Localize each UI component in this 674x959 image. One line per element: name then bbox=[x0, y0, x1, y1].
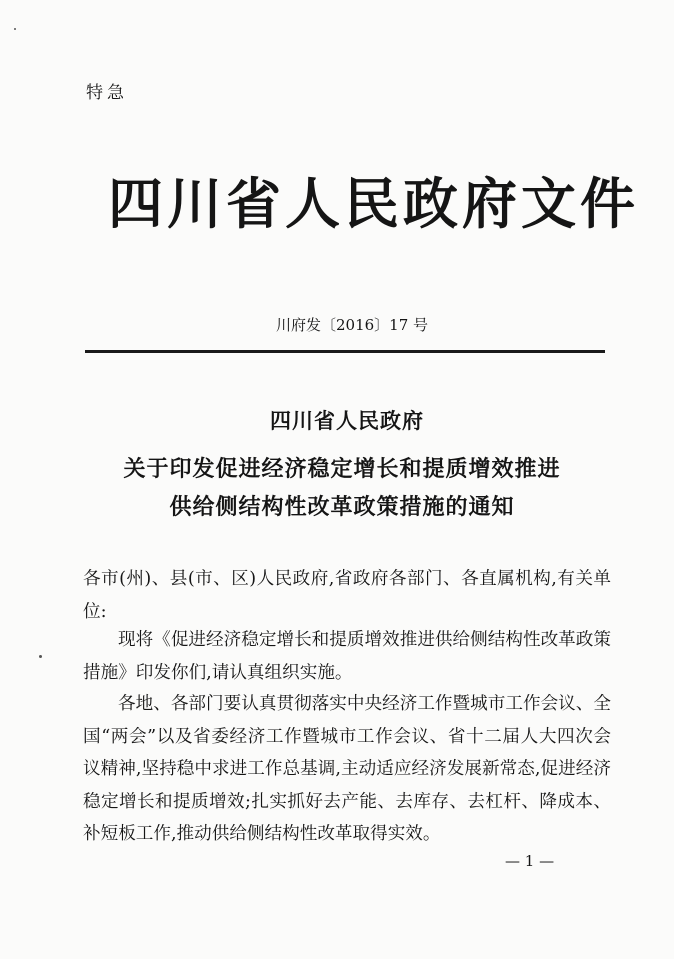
bleed-through-texture bbox=[120, 96, 634, 110]
scan-speck bbox=[39, 655, 42, 658]
body-paragraph-1: 现将《促进经济稳定增长和提质增效推进供给侧结构性改革政策措施》印发你们,请认真组织实施。 bbox=[83, 630, 611, 683]
scan-speck bbox=[14, 28, 16, 30]
header-divider bbox=[85, 350, 605, 353]
issuer-heading: 四川省人民政府 bbox=[270, 409, 424, 433]
addressee-text: 各市(州)、县(市、区)人民政府,省政府各部门、各直属机构,有关单位: bbox=[83, 569, 611, 622]
page-number: — 1 — bbox=[505, 852, 555, 870]
subject-line-2: 供给侧结构性改革政策措施的通知 bbox=[169, 495, 515, 520]
document-header-title: 四川省人民政府文件 bbox=[108, 172, 640, 236]
body-paragraph-2: 各地、各部门要认真贯彻落实中央经济工作暨城市工作会议、全国“两会”以及省委经济工作暨城市工作会议、省十二届人大四次会议精神,坚持稳中求进工作总基调,主动适应经济发展新常态,促进经济稳定增长和提质增效;扎实抓好去产能、去库存、去杠杆、降成本、补短板工作,推动供给侧结构性改革取得实效。 bbox=[83, 694, 611, 844]
document-number: 川府发〔2016〕17 号 bbox=[275, 316, 429, 334]
urgency-label: 特急 bbox=[86, 83, 128, 103]
subject-line-1: 关于印发促进经济稳定增长和提质增效推进 bbox=[123, 457, 561, 482]
